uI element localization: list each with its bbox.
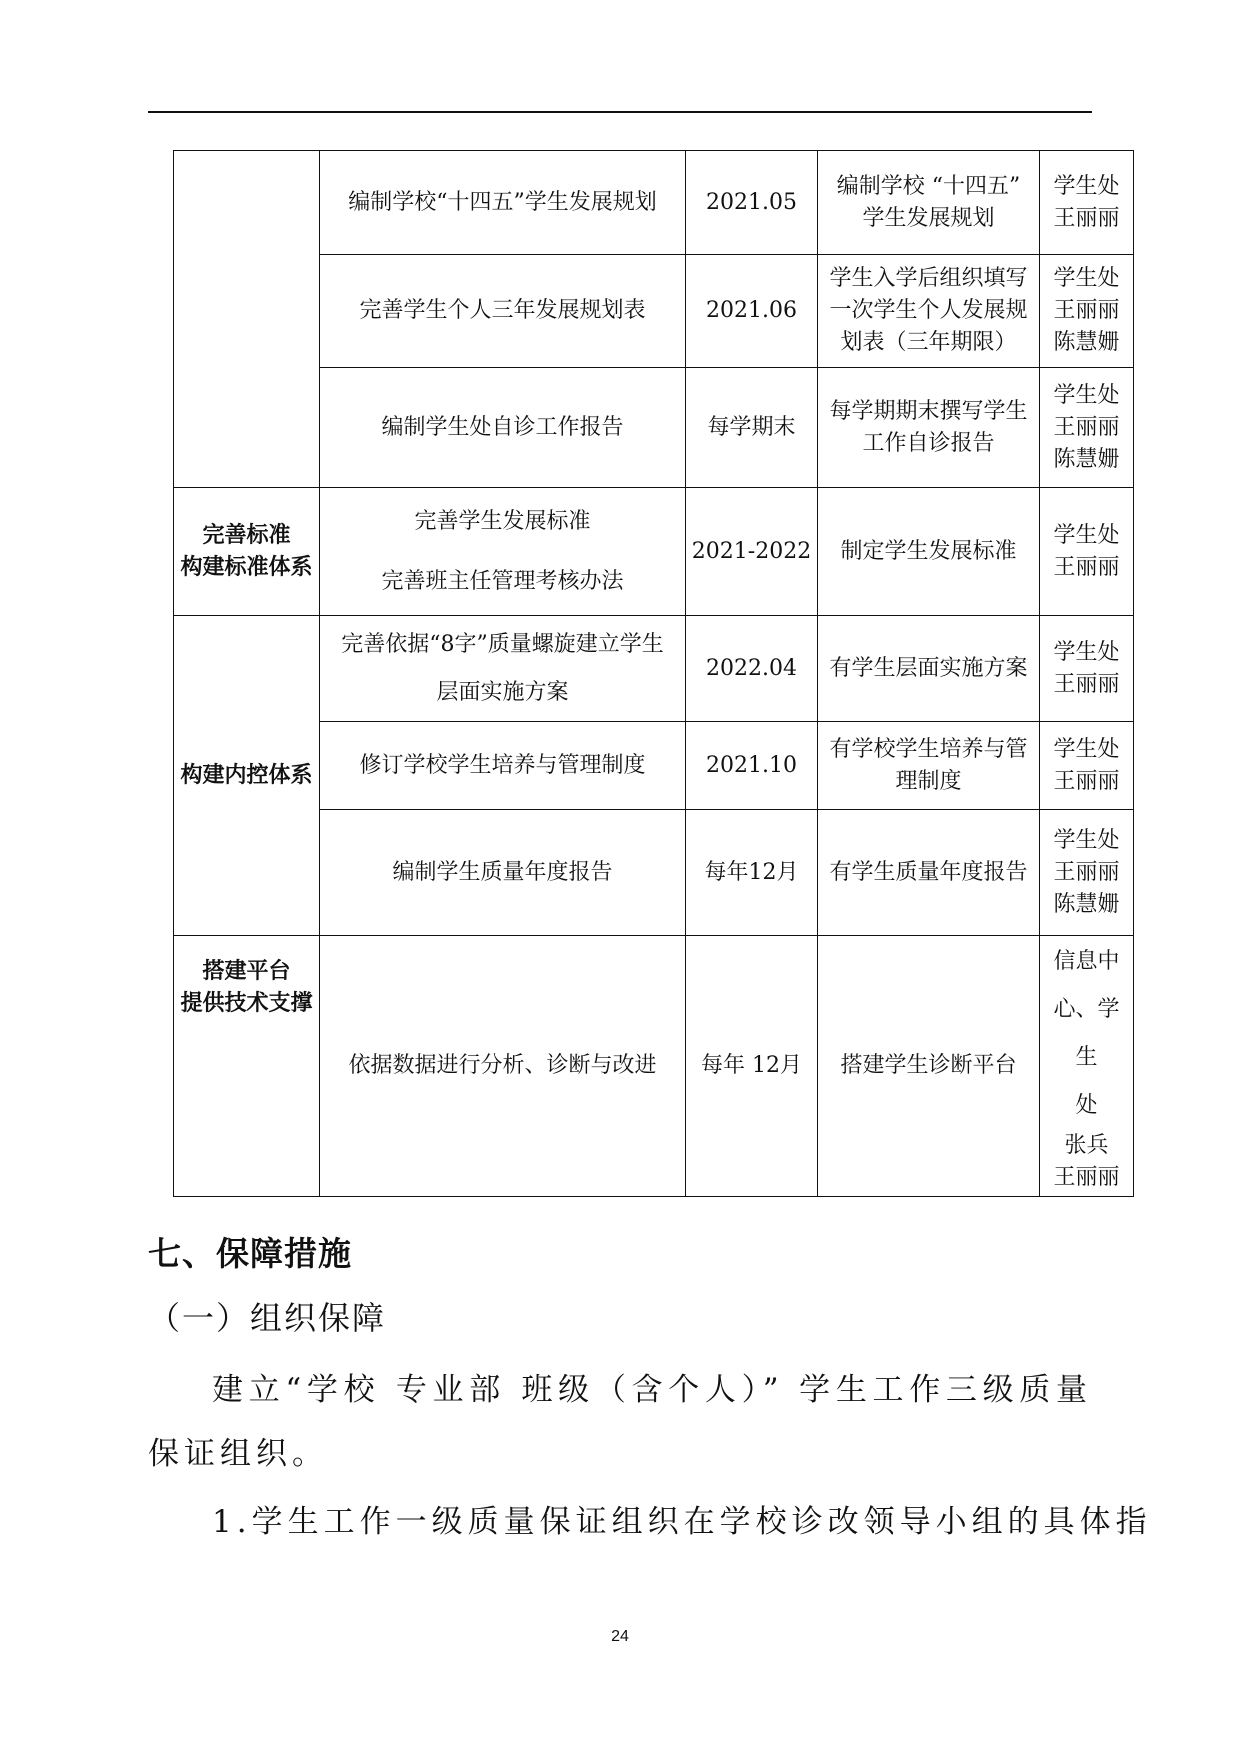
result-line: 制定学生发展标准 [840, 538, 1017, 564]
owner-cell [1040, 722, 1134, 810]
owner-line: 王丽丽 [1053, 414, 1120, 440]
category-line: 搭建平台 [202, 959, 291, 984]
result-cell [818, 151, 1040, 255]
result-line: 有学生质量年度报告 [829, 859, 1028, 885]
task-cell: 编制学生质量年度报告 [320, 810, 686, 936]
time-cell: 2021-2022 [686, 488, 818, 616]
category-cell [174, 936, 320, 1197]
header-rule [148, 111, 1092, 113]
owner-line: 心、学生 [1053, 997, 1120, 1070]
result-line: 划表（三年期限） [840, 330, 1017, 355]
result-cell [818, 255, 1040, 368]
owner-line: 学生处 [1053, 639, 1120, 665]
result-line: 编制学校 “十四五” [836, 173, 1021, 199]
result-line: 工作自诊报告 [862, 430, 995, 456]
task-cell: 完善学生个人三年发展规划表 [320, 255, 686, 368]
result-line: 一次学生个人发展规 [829, 298, 1028, 323]
table-row [174, 151, 1134, 255]
result-line: 搭建学生诊断平台 [840, 1053, 1017, 1078]
result-line: 理制度 [895, 768, 962, 794]
owner-line: 王丽丽 [1053, 859, 1120, 885]
owner-line: 处 [1075, 1093, 1098, 1118]
owner-line: 学生处 [1053, 522, 1120, 548]
task-cell [320, 616, 686, 722]
time-cell: 每年 12月 [686, 936, 818, 1197]
owner-line: 王丽丽 [1053, 768, 1120, 794]
result-line: 学生发展规划 [862, 205, 995, 231]
result-cell [818, 810, 1040, 936]
result-line: 学生入学后组织填写 [829, 266, 1028, 291]
result-line: 每学期期末撰写学生 [829, 398, 1028, 424]
section-heading: 七、保障措施 [148, 1234, 352, 1273]
task-cell: 编制学校“十四五”学生发展规划 [320, 151, 686, 255]
category-line: 构建标准体系 [180, 554, 313, 580]
task-line: 完善学生发展标准 [414, 508, 591, 534]
owner-cell [1040, 810, 1134, 936]
owner-line: 陈慧姗 [1053, 330, 1120, 355]
owner-line: 王丽丽 [1053, 205, 1120, 231]
result-line: 有学生层面实施方案 [829, 655, 1028, 681]
time-cell: 2021.05 [686, 151, 818, 255]
body-paragraph: 建立“学校 专业部 班级（含个人）” 学生工作三级质量保证组织。 [148, 1372, 1092, 1472]
result-line: 有学校学生培养与管 [829, 736, 1028, 762]
task-cell: 编制学生处自诊工作报告 [320, 368, 686, 488]
result-cell [818, 616, 1040, 722]
owner-line: 王丽丽 [1053, 298, 1120, 323]
owner-cell [1040, 936, 1134, 1197]
owner-cell [1040, 616, 1134, 722]
table-row [174, 936, 1134, 1197]
result-cell [818, 488, 1040, 616]
task-cell [320, 488, 686, 616]
owner-line: 张兵 [1064, 1133, 1109, 1158]
result-cell [818, 936, 1040, 1197]
list-item: 1.学生工作一级质量保证组织在学校诊改领导小组的具体指 [212, 1504, 1152, 1540]
time-cell: 2021.06 [686, 255, 818, 368]
task-cell: 依据数据进行分析、诊断与改进 [320, 936, 686, 1197]
owner-line: 学生处 [1053, 266, 1120, 291]
owner-line: 学生处 [1053, 173, 1120, 199]
task-cell: 修订学校学生培养与管理制度 [320, 722, 686, 810]
table-row [174, 616, 1134, 722]
category-line: 完善标准 [202, 522, 291, 548]
owner-cell [1040, 255, 1134, 368]
section-subheading: （一）组织保障 [148, 1299, 387, 1337]
plan-table [173, 150, 1134, 1197]
time-cell: 2021.10 [686, 722, 818, 810]
owner-line: 王丽丽 [1053, 554, 1120, 580]
owner-line: 信息中 [1053, 949, 1120, 974]
page-number: 24 [611, 1628, 629, 1645]
result-cell [818, 368, 1040, 488]
owner-line: 王丽丽 [1053, 1165, 1120, 1190]
owner-line: 王丽丽 [1053, 671, 1120, 697]
task-line: 完善班主任管理考核办法 [381, 568, 624, 594]
task-line: 完善依据“8字”质量螺旋建立学生 [341, 631, 664, 657]
owner-line: 学生处 [1053, 382, 1120, 408]
owner-cell [1040, 151, 1134, 255]
category-cell [174, 151, 320, 488]
owner-cell [1040, 368, 1134, 488]
category-cell: 构建内控体系 [174, 616, 320, 936]
owner-line: 学生处 [1053, 827, 1120, 853]
owner-line: 陈慧姗 [1053, 891, 1120, 917]
task-line: 层面实施方案 [436, 679, 569, 705]
time-cell: 每年12月 [686, 810, 818, 936]
time-cell: 每学期末 [686, 368, 818, 488]
table-row [174, 488, 1134, 616]
owner-line: 学生处 [1053, 736, 1120, 762]
category-cell [174, 488, 320, 616]
category-line: 提供技术支撑 [180, 991, 313, 1016]
time-cell: 2022.04 [686, 616, 818, 722]
result-cell [818, 722, 1040, 810]
owner-cell [1040, 488, 1134, 616]
owner-line: 陈慧姗 [1053, 446, 1120, 472]
